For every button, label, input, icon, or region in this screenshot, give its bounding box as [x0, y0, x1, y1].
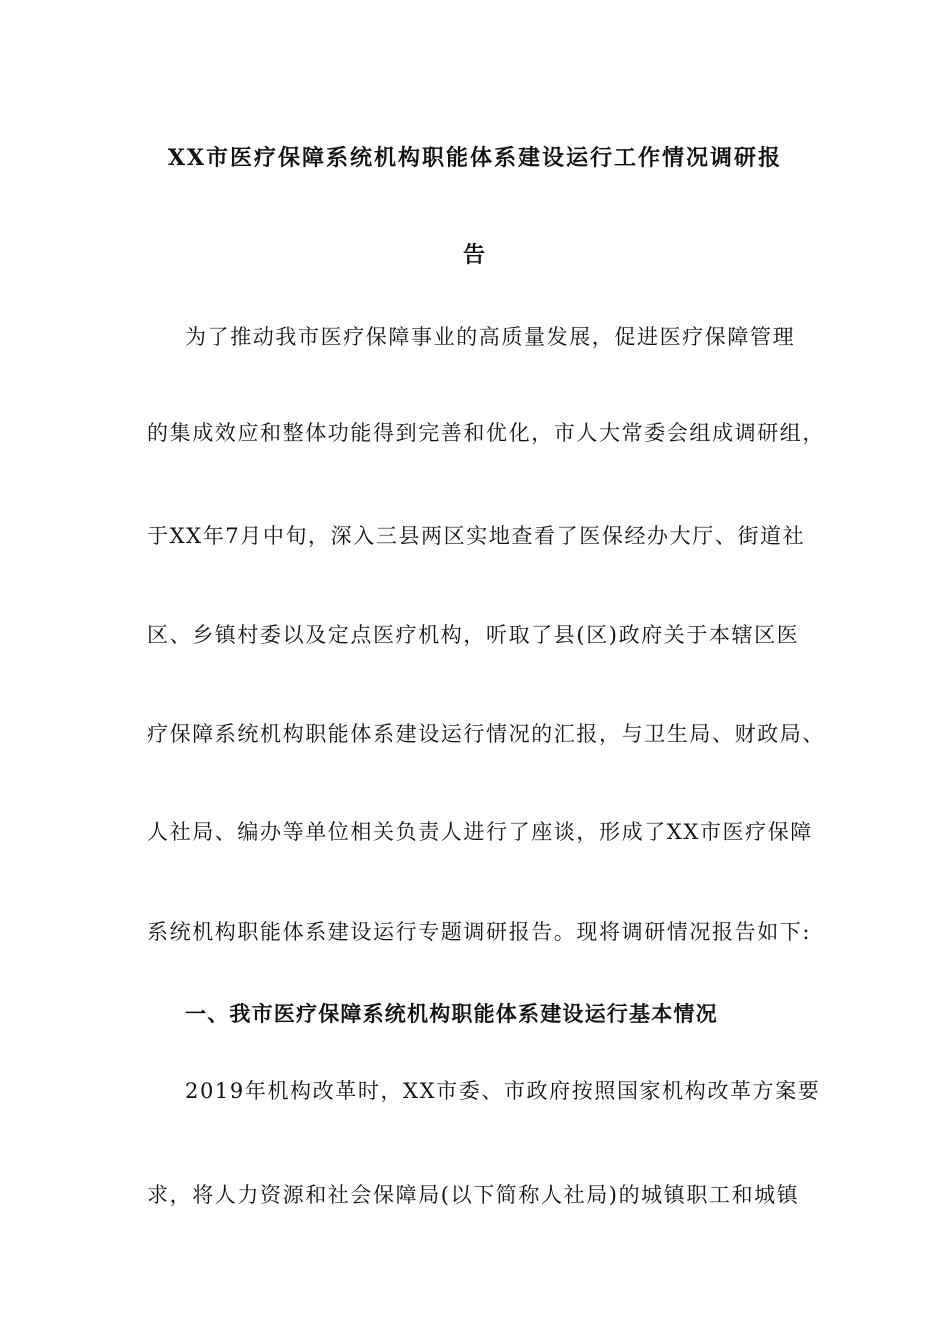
paragraph-1-line-5: 疗保障系统机构职能体系建设运行情况的汇报，与卫生局、财政局、	[147, 722, 825, 746]
paragraph-1-line-3: 于XX年7月中旬，深入三县两区实地查看了医保经办大厅、街道社	[147, 524, 806, 548]
paragraph-1-line-7: 系统机构职能体系建设运行专题调研报告。现将调研情况报告如下:	[147, 920, 812, 944]
paragraph-1-line-6: 人社局、编办等单位相关负责人进行了座谈，形成了XX市医疗保障	[147, 820, 813, 844]
paragraph-1-line-4: 区、乡镇村委以及定点医疗机构，听取了县(区)政府关于本辖区医	[147, 623, 800, 647]
document-title-line-2: 告	[462, 242, 487, 268]
document-title-line-1: XX市医疗保障系统机构职能体系建设运行工作情况调研报	[167, 145, 783, 171]
paragraph-1-line-1: 为了推动我市医疗保障事业的高质量发展，促进医疗保障管理	[185, 325, 796, 349]
paragraph-2-line-1: 2019年机构改革时，XX市委、市政府按照国家机构改革方案要	[185, 1079, 821, 1103]
paragraph-2-line-2: 求，将人力资源和社会保障局(以下简称人社局)的城镇职工和城镇	[147, 1183, 800, 1207]
section-1-heading: 一、我市医疗保障系统机构职能体系建设运行基本情况	[185, 1001, 718, 1026]
paragraph-1-line-2: 的集成效应和整体功能得到完善和优化，市人大常委会组成调研组，	[147, 421, 825, 445]
